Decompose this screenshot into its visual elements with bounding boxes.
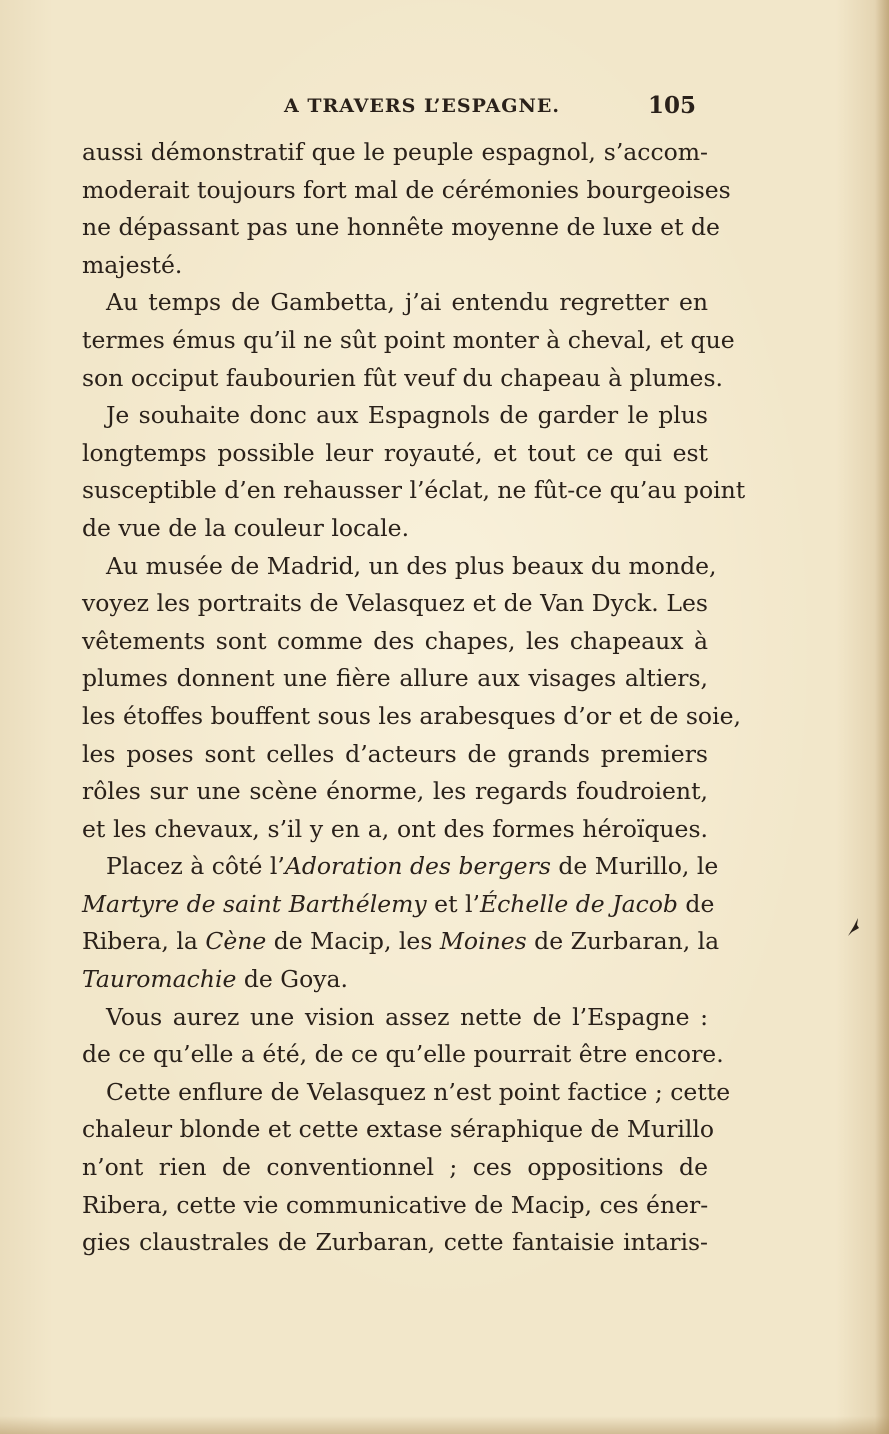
- text-segment: et l’: [426, 889, 480, 918]
- ink-mark-icon: [846, 916, 860, 938]
- text-line: Au musée de Madrid, un des plus beaux du monde,: [106, 551, 717, 580]
- text-segment: de Macip, les: [266, 927, 440, 956]
- text-line: gies claustrales de Zurbaran, cette fantaisie intaris-: [82, 1228, 708, 1257]
- text-segment: de Zurbaran, la: [526, 927, 720, 956]
- italic-title-text: Échelle de Jacob: [479, 889, 678, 918]
- text-line: [82, 961, 708, 999]
- text-line: moderait toujours fort mal de cérémonies bourgeoises: [82, 175, 731, 204]
- text-line: plumes donnent une fière allure aux visages altiers,: [82, 664, 708, 693]
- italic-title-text: Cène: [205, 927, 267, 956]
- text-line: rôles sur une scène énorme, les regards foudroient,: [82, 777, 708, 806]
- text-line: n’ont rien de conventionnel ; ces oppositions de: [82, 1153, 708, 1182]
- text-line: Je souhaite donc aux Espagnols de garder le plus: [106, 401, 708, 430]
- text-segment: de: [677, 889, 715, 918]
- text-line: et les chevaux, s’il y en a, ont des formes héroïques.: [82, 814, 708, 843]
- page-edge-shadow-bottom: [0, 1416, 889, 1434]
- text-line: les poses sont celles d’acteurs de grands premiers: [82, 739, 708, 768]
- text-line: les étoffes bouffent sous les arabesques d’or et de soie,: [82, 701, 741, 730]
- text-line: aussi démonstratif que le peuple espagnol, s’accom-: [82, 138, 708, 166]
- text-line: [82, 923, 720, 961]
- text-line: de ce qu’elle a été, de ce qu’elle pourrait être encore.: [82, 1040, 724, 1069]
- page-number: 105: [648, 92, 697, 119]
- running-title: A TRAVERS L’ESPAGNE.: [284, 95, 560, 117]
- body-text: [82, 134, 746, 1262]
- text-segment: Ribera, la: [82, 927, 206, 956]
- text-segment: Placez à côté l’: [106, 852, 285, 881]
- text-segment: de Goya.: [236, 965, 348, 994]
- text-segment: de Murillo, le: [550, 852, 719, 881]
- text-line: chaleur blonde et cette extase séraphique de Murillo: [82, 1115, 715, 1144]
- page-edge-shadow-right: [875, 0, 889, 1434]
- text-line: longtemps possible leur royauté, et tout ce qui est: [82, 438, 708, 467]
- text-line: Cette enflure de Velasquez n’est point factice ; cette: [106, 1077, 731, 1106]
- text-line: son occiput faubourien fût veuf du chapeau à plumes.: [82, 363, 723, 392]
- text-line: [82, 848, 719, 886]
- text-line: Ribera, cette vie communicative de Macip, ces éner-: [82, 1190, 709, 1219]
- text-line: voyez les portraits de Velasquez et de Van Dyck. Les: [82, 589, 708, 618]
- text-line: susceptible d’en rehausser l’éclat, ne fût-ce qu’au point: [82, 476, 746, 505]
- text-line: Vous aurez une vision assez nette de l’Espagne :: [106, 1002, 708, 1031]
- italic-title-text: Tauromachie: [82, 965, 237, 994]
- italic-title-text: Martyre de saint Barthélemy: [82, 889, 427, 918]
- text-line: Au temps de Gambetta, j’ai entendu regretter en: [106, 288, 708, 317]
- italic-title-text: Moines: [439, 927, 527, 956]
- text-line: vêtements sont comme des chapes, les chapeaux à: [82, 626, 708, 655]
- text-line: termes émus qu’il ne sût point monter à cheval, et que: [82, 325, 735, 354]
- text-line: de vue de la couleur locale.: [82, 513, 410, 542]
- text-line: [82, 886, 715, 924]
- italic-title-text: Adoration des bergers: [284, 852, 551, 881]
- text-line: ne dépassant pas une honnête moyenne de luxe et de: [82, 213, 720, 242]
- page-header: [0, 92, 889, 122]
- text-line: majesté.: [82, 250, 183, 279]
